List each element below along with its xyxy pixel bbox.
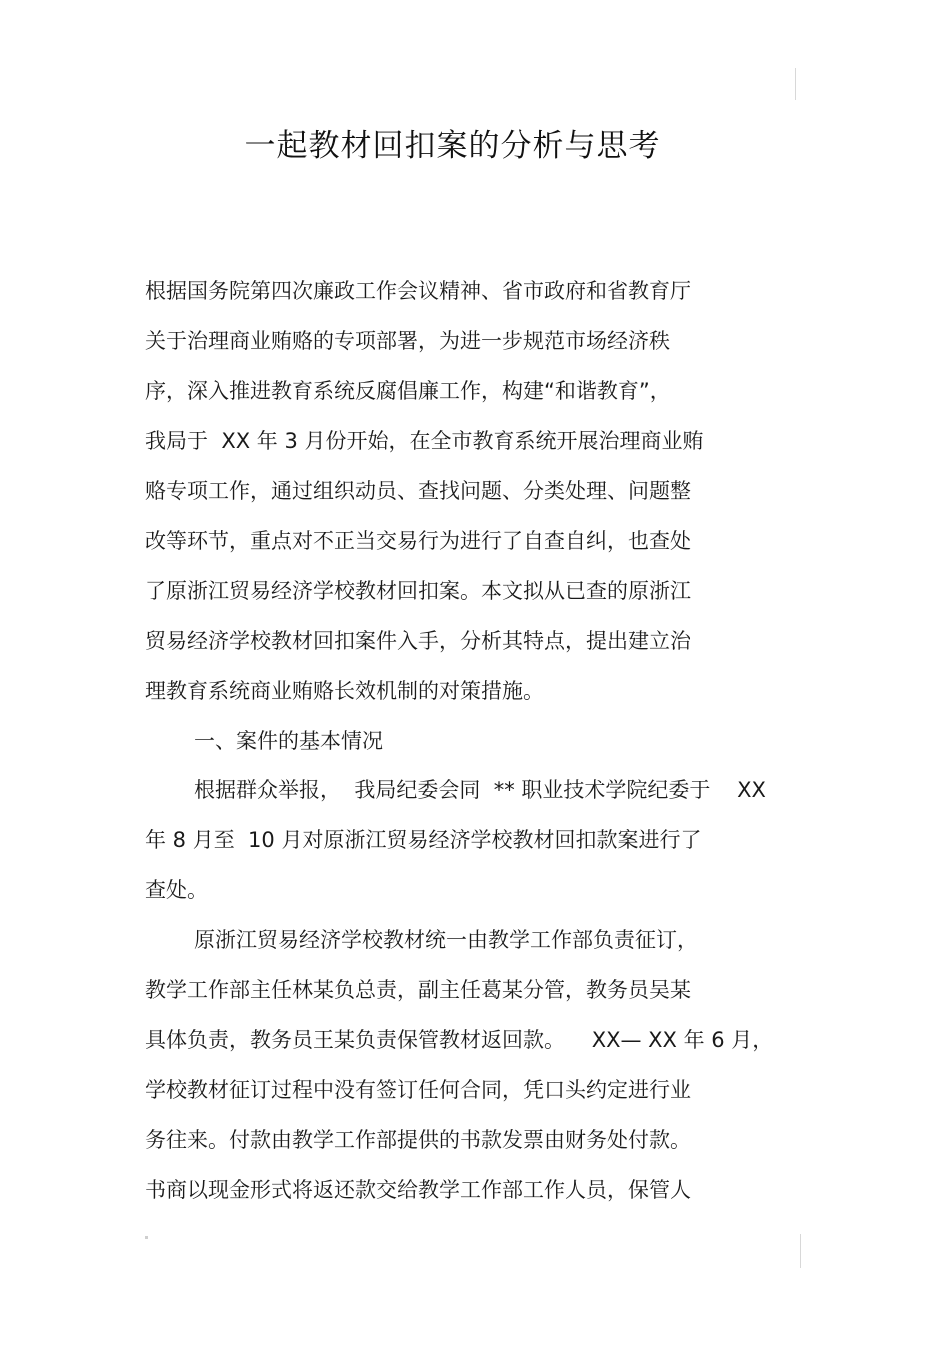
page-corner-mark (145, 1236, 148, 1239)
paragraph-line: 原浙江贸易经济学校教材统一由教学工作部负责征订， (194, 928, 698, 952)
paragraph-line: 具体负责，教务员王某负责保管教材返回款。 XX— XX 年 6 月， (145, 1028, 774, 1052)
paragraph-line: 年 8 月至 10 月对原浙江贸易经济学校教材回扣款案进行了 (145, 828, 702, 852)
paragraph-line: 教学工作部主任林某负总责，副主任葛某分管，教务员吴某 (145, 978, 691, 1002)
paragraph-line: 我局于 XX 年 3 月份开始，在全市教育系统开展治理商业贿 (145, 429, 704, 453)
paragraph-line: 序，深入推进教育系统反腐倡廉工作，构建“和谐教育”， (145, 379, 671, 403)
page-edge-mark-bottom (800, 1234, 801, 1268)
paragraph-line: 贸易经济学校教材回扣案件入手，分析其特点，提出建立治 (145, 629, 691, 653)
paragraph-line: 学校教材征订过程中没有签订任何合同，凭口头约定进行业 (145, 1078, 691, 1102)
paragraph-line: 了原浙江贸易经济学校教材回扣案。本文拟从已查的原浙江 (145, 579, 691, 603)
paragraph-line: 书商以现金形式将返还款交给教学工作部工作人员，保管人 (145, 1178, 691, 1202)
paragraph-line: 务往来。付款由教学工作部提供的书款发票由财务处付款。 (145, 1128, 691, 1152)
paragraph-line: 根据国务院第四次廉政工作会议精神、省市政府和省教育厅 (145, 279, 691, 303)
paragraph-line: 关于治理商业贿赂的专项部署，为进一步规范市场经济秩 (145, 329, 670, 353)
page-edge-mark-top (795, 68, 796, 100)
paragraph-line: 理教育系统商业贿赂长效机制的对策措施。 (145, 679, 544, 703)
paragraph-line: 根据群众举报， 我局纪委会同 ** 职业技术学院纪委于 XX (194, 778, 766, 802)
section-heading: 一、案件的基本情况 (194, 729, 383, 753)
paragraph-line: 查处。 (145, 878, 208, 902)
paragraph-line: 改等环节，重点对不正当交易行为进行了自查自纠，也查处 (145, 529, 691, 553)
document-title: 一起教材回扣案的分析与思考 (244, 128, 661, 164)
paragraph-line: 赂专项工作，通过组织动员、查找问题、分类处理、问题整 (145, 479, 691, 503)
